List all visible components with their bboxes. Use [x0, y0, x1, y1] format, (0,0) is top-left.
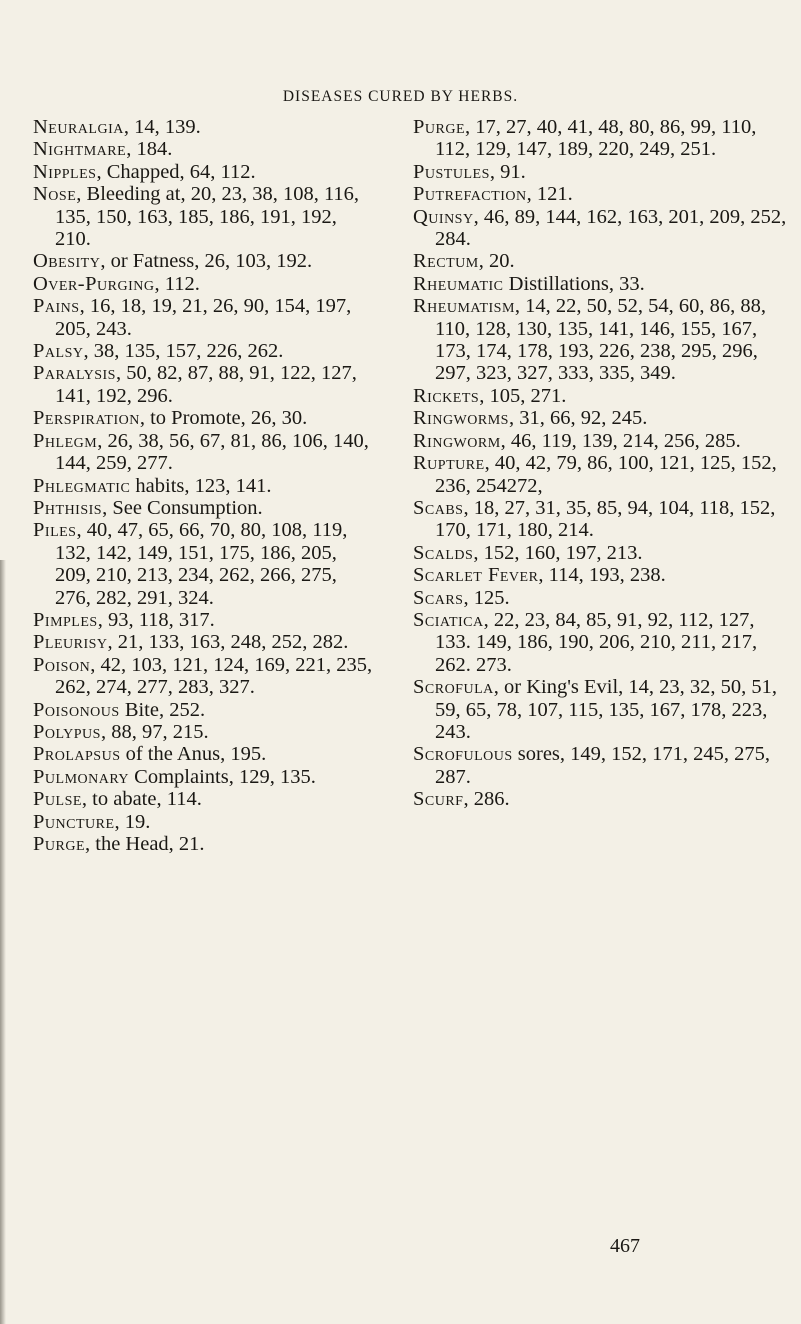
index-term: Pains — [33, 295, 80, 318]
index-references: , 114, 193, 238. — [538, 564, 666, 587]
index-references: , 16, 18, 19, 21, 26, 90, 154, 197, 205, 243. — [55, 295, 352, 340]
index-references: , or Fatness, 26, 103, 192. — [100, 250, 313, 273]
index-entry — [413, 161, 793, 183]
index-references: Distillations, 33. — [503, 272, 645, 295]
index-entry — [413, 250, 793, 272]
index-references: , 152, 160, 197, 213. — [473, 541, 643, 564]
index-term: Sciatica — [413, 608, 484, 631]
index-entry — [33, 161, 373, 183]
index-references: , 105, 271. — [479, 384, 567, 407]
index-references: , 112. — [154, 272, 200, 295]
index-term: Nose — [33, 183, 77, 206]
index-term: Scalds — [413, 541, 474, 564]
index-term: Pleurisy — [33, 631, 108, 654]
index-term: Quinsy — [413, 205, 474, 228]
index-references: , to Promote, 26, 30. — [139, 407, 308, 430]
index-term: Scarlet Fever — [413, 564, 539, 587]
index-entry — [413, 430, 793, 452]
index-term: Obesity — [33, 250, 101, 273]
index-term: Poison — [33, 653, 91, 676]
index-references: , 286. — [463, 788, 510, 811]
running-header: DISEASES CURED BY HERBS. — [282, 88, 519, 105]
index-entry — [413, 116, 793, 161]
index-term: Scurf — [413, 788, 464, 811]
index-references: , 18, 27, 31, 35, 85, 94, 104, 118, 152, 170, 171, 180, 214. — [435, 496, 776, 542]
index-entry — [413, 206, 793, 251]
index-entry — [33, 340, 373, 362]
index-references: , 38, 135, 157, 226, 262. — [83, 340, 284, 363]
index-references: , 14, 139. — [123, 116, 201, 138]
index-references: , 19. — [114, 810, 151, 833]
index-references: Complaints, 129, 135. — [129, 765, 316, 788]
index-entry — [33, 631, 373, 653]
index-term: Putrefaction — [413, 183, 527, 206]
index-references: habits, 123, 141. — [130, 474, 272, 497]
index-term: Pulmonary — [33, 765, 130, 788]
index-term: Rheumatic — [413, 272, 504, 295]
index-entry — [33, 699, 373, 721]
index-references: , See Consumption. — [102, 496, 263, 519]
index-entry — [33, 250, 373, 272]
index-term: Pulse — [33, 788, 82, 811]
index-entry — [33, 609, 373, 631]
index-entry — [413, 788, 793, 810]
index-column-right — [413, 116, 793, 811]
index-term: Nightmare — [33, 138, 127, 161]
index-references: , 46, 89, 144, 162, 163, 201, 209, 252, 284. — [435, 205, 787, 251]
index-term: Purge — [33, 833, 86, 855]
index-term: Scrofulous — [413, 743, 513, 766]
index-references: , or King's Evil, 14, 23, 32, 50, 51, 59, 65, 78, 107, 115, 135, 167, 178, 223, 243. — [435, 676, 778, 743]
index-term: Phlegm — [33, 429, 98, 452]
index-entry — [33, 743, 373, 765]
index-references: , 121. — [526, 183, 573, 206]
index-entry — [33, 766, 373, 788]
index-references: , Chapped, 64, 112. — [96, 160, 256, 183]
index-entry — [413, 542, 793, 564]
index-references: , Bleeding at, 20, 23, 38, 108, 116, 135, 150, 163, 185, 186, 191, 192, 210. — [55, 183, 360, 251]
index-entry — [413, 587, 793, 609]
index-entry — [33, 721, 373, 743]
index-term: Ringworm — [413, 429, 501, 452]
index-entry — [33, 519, 373, 609]
index-entry — [413, 609, 793, 676]
index-entry — [413, 497, 793, 542]
index-entry — [413, 295, 793, 385]
index-references: , 26, 38, 56, 67, 81, 86, 106, 140, 144, 259, 277. — [55, 429, 369, 475]
index-term: Rectum — [413, 250, 479, 273]
index-term: Scabs — [413, 496, 464, 519]
index-entry — [413, 273, 793, 295]
index-references: , to abate, 114. — [81, 788, 202, 811]
index-entry — [33, 833, 373, 855]
index-term: Poisonous — [33, 698, 120, 721]
index-references: , 42, 103, 121, 124, 169, 221, 235, 262, 274, 277, 283, 327. — [55, 653, 373, 699]
index-references: of the Anus, 195. — [120, 743, 267, 766]
index-term: Purge — [413, 116, 466, 138]
index-term: Perspiration — [33, 407, 140, 430]
index-term: Paralysis — [33, 362, 116, 385]
index-entry — [413, 407, 793, 429]
index-term: Prolapsus — [33, 743, 121, 766]
index-term: Ringworms — [413, 407, 509, 430]
index-entry — [413, 385, 793, 407]
index-references: , 125. — [463, 586, 510, 609]
index-entry — [413, 452, 793, 497]
index-entry — [33, 295, 373, 340]
page-edge-shadow — [0, 560, 6, 1324]
index-entry — [413, 676, 793, 743]
index-references: , 93, 118, 317. — [97, 608, 215, 631]
index-references: , 50, 82, 87, 88, 91, 122, 127, 141, 192, 296. — [55, 362, 357, 407]
index-entry — [33, 362, 373, 407]
index-term: Palsy — [33, 340, 84, 363]
index-entry — [33, 430, 373, 475]
index-entry — [33, 788, 373, 810]
index-references: , 31, 66, 92, 245. — [508, 407, 648, 430]
index-references: , 40, 42, 79, 86, 100, 121, 125, 152, 236, 254272, — [435, 452, 777, 497]
index-references: , the Head, 21. — [85, 833, 205, 855]
index-entry — [33, 183, 373, 250]
index-term: Rickets — [413, 384, 480, 407]
index-entry — [33, 497, 373, 519]
index-term: Nipples — [33, 160, 97, 183]
index-term: Scars — [413, 586, 464, 609]
index-references: Bite, 252. — [119, 698, 206, 721]
index-references: , 21, 133, 163, 248, 252, 282. — [107, 631, 349, 654]
index-term: Neuralgia — [33, 116, 124, 138]
index-entry — [33, 811, 373, 833]
index-references: , 14, 22, 50, 52, 54, 60, 86, 88, 110, 128, 130, 135, 141, 146, 155, 167, 173, 174, 178, 193, 226, 238, 295, 296, 297, 323, 327, 333, 335, 349. — [435, 295, 767, 385]
index-references: , 22, 23, 84, 85, 91, 92, 112, 127, 133. 149, 186, 190, 206, 210, 211, 217, 262. 273. — [435, 608, 758, 676]
index-references: , 46, 119, 139, 214, 256, 285. — [500, 429, 741, 452]
index-term: Rheumatism — [413, 295, 515, 318]
index-entry — [33, 654, 373, 699]
index-term: Rupture — [413, 452, 485, 475]
index-term: Phlegmatic — [33, 474, 131, 497]
index-references: , 184. — [126, 138, 173, 161]
index-references: , 88, 97, 215. — [100, 720, 209, 743]
index-entry — [413, 183, 793, 205]
page-number: 467 — [610, 1235, 640, 1257]
index-entry — [33, 273, 373, 295]
index-column-left — [33, 116, 373, 855]
index-entry — [413, 743, 793, 788]
index-term: Puncture — [33, 810, 115, 833]
index-entry — [33, 116, 373, 138]
index-term: Polypus — [33, 720, 101, 743]
index-references: sores, 149, 152, 171, 245, 275, 287. — [435, 743, 771, 788]
index-entry — [33, 138, 373, 160]
index-term: Pimples — [33, 608, 98, 631]
index-entry — [413, 564, 793, 586]
index-references: , 40, 47, 65, 66, 70, 80, 108, 119, 132, 142, 149, 151, 175, 186, 205, 209, 210, 213, 234, 262, 266, 275, 276, 282, 291, 324. — [55, 519, 348, 609]
index-term: Pustules — [413, 160, 490, 183]
index-term: Piles — [33, 519, 77, 542]
index-entry — [33, 407, 373, 429]
index-term: Scrofula — [413, 676, 494, 699]
index-references: , 91. — [489, 160, 526, 183]
index-references: , 17, 27, 40, 41, 48, 80, 86, 99, 110, 112, 129, 147, 189, 220, 249, 251. — [435, 116, 757, 161]
index-references: , 20. — [478, 250, 515, 273]
index-term: Phthisis — [33, 496, 103, 519]
index-term: Over-Purging — [33, 272, 155, 295]
index-entry — [33, 475, 373, 497]
